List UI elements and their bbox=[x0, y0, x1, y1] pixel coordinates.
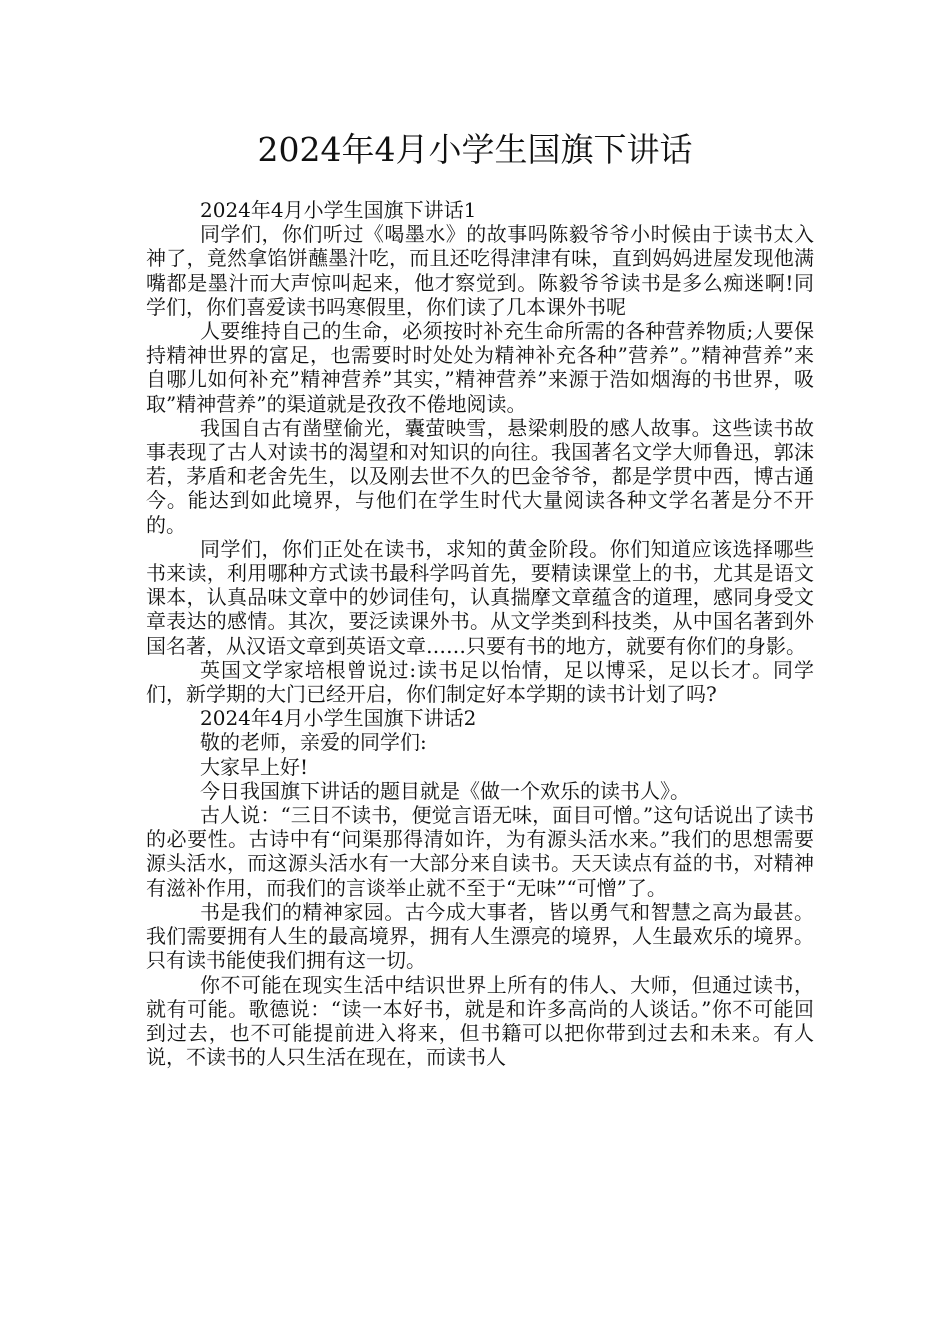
paragraph: 人要维持自己的生命，必须按时补充生命所需的各种营养物质;人要保持精神世界的富足，也需要时时处处为精神补充各种”营养”。”精神营养”来自哪儿如何补充”精神营养”其实，”精神营养”来源于浩如烟海的书世界，吸取”精神营养”的渠道就是孜孜不倦地阅读。 bbox=[146, 319, 814, 416]
paragraph: 你不可能在现实生活中结识世界上所有的伟人、大师，但通过读书，就有可能。歌德说：“读一本好书，就是和许多高尚的人谈话。”你不可能回到过去，也不可能提前进入将来，但书籍可以把你带到过去和未来。有人说，不读书的人只生活在现在，而读书人 bbox=[146, 972, 814, 1070]
document-body bbox=[146, 198, 814, 1069]
greeting: 大家早上好! bbox=[200, 754, 309, 779]
paragraph: 古人说：“三日不读书，便觉言语无味，面目可憎。”这句话说出了读书的必要性。古诗中有“问渠那得清如许，为有源头活水来。”我们的思想需要源头活水，而这源头活水有一大部分来自读书。天天读点有益的书，对精神有滋补作用，而我们的言谈举止就不至于“无味”“可憎”了。 bbox=[146, 803, 814, 900]
paragraph: 今日我国旗下讲话的题目就是《做一个欢乐的读书人》。 bbox=[200, 778, 690, 803]
paragraph: 我国自古有凿壁偷光，囊萤映雪，悬梁刺股的感人故事。这些读书故事表现了古人对读书的渴望和对知识的向往。我国著名文学大师鲁迅，郭沫若，茅盾和老舍先生，以及刚去世不久的巴金爷爷，都是学贯中西，博古通今。能达到如此境界，与他们在学生时代大量阅读各种文学名著是分不开的。 bbox=[146, 415, 814, 537]
paragraph: 英国文学家培根曾说过:读书足以怡情，足以博采，足以长才。同学们，新学期的大门已经开启，你们制定好本学期的读书计划了吗? bbox=[146, 657, 814, 707]
section-heading-1: 2024年4月小学生国旗下讲话1 bbox=[200, 198, 477, 222]
salutation: 敬的老师，亲爱的同学们: bbox=[200, 730, 427, 755]
paragraph: 同学们，你们听过《喝墨水》的故事吗陈毅爷爷小时候由于读书太入神了，竟然拿馅饼蘸墨汁吃，而且还吃得津津有味，直到妈妈进屋发现他满嘴都是墨汁而大声惊叫起来，他才察觉到。陈毅爷爷读书是多么痴迷啊!同学们，你们喜爱读书吗寒假里，你们读了几本课外书呢 bbox=[146, 222, 814, 319]
paragraph: 书是我们的精神家园。古今成大事者，皆以勇气和智慧之高为最甚。我们需要拥有人生的最高境界，拥有人生漂亮的境界，人生最欢乐的境界。只有读书能使我们拥有这一切。 bbox=[146, 899, 814, 973]
paragraph: 同学们，你们正处在读书，求知的黄金阶段。你们知道应该选择哪些书来读，利用哪种方式读书最科学吗首先，要精读课堂上的书，尤其是语文课本，认真品味文章中的妙词佳句，认真揣摩文章蕴含的道理，感同身受文章表达的感情。其次，要泛读课外书。从文学类到科技类，从中国名著到外国名著，从汉语文章到英语文章……只要有书的地方，就要有你们的身影。 bbox=[146, 536, 814, 658]
section-heading-2: 2024年4月小学生国旗下讲话2 bbox=[200, 706, 477, 731]
document-title: 2024年4月小学生国旗下讲话 bbox=[257, 130, 693, 169]
